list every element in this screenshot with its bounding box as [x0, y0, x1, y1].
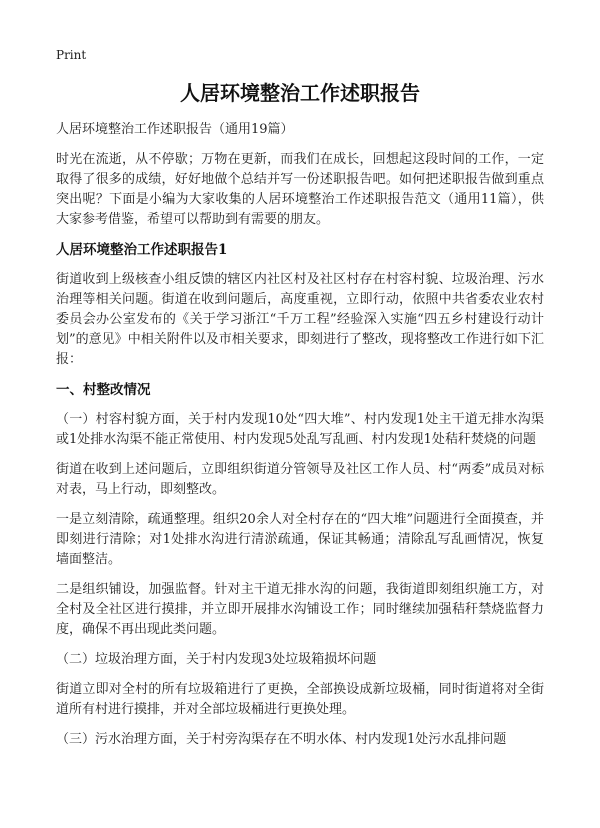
measure-supervision: 二是组织铺设，加强监督。针对主干道无排水沟的问题，我街道即刻组织施工方，对全村及全社区进行摸排，并立即开展排水沟铺设工作；同时继续加强秸秆禁烧监督力度，确保不再出现此类问题。 [56, 582, 544, 637]
document-title: 人居环境整治工作述职报告 [180, 81, 420, 105]
measure-clearing: 一是立刻清除，疏通整理。组织20余人对全村存在的“四大堆”问题进行全面摸查，并即刻进行清除；对1处排水沟进行清淤疏通，保证其畅通；清除乱写乱画情况，恢复墙面整洁。 [56, 512, 544, 567]
item-garbage: （二）垃圾治理方面，关于村内发现3处垃圾箱损坏问题 [56, 652, 377, 667]
document-body [56, 120, 544, 760]
item-garbage-response: 街道立即对全村的所有垃圾箱进行了更换，全部换设成新垃圾桶，同时街道将对全街道所有村进行摸排，并对全部垃圾桶进行更换处理。 [56, 682, 544, 717]
item-sewage: （三）污水治理方面，关于村旁沟渠存在不明水体、村内发现1处污水乱排问题 [56, 732, 507, 747]
section-heading-report-1: 人居环境整治工作述职报告1 [56, 242, 228, 258]
document-subtitle: 人居环境整治工作述职报告（通用19篇） [56, 122, 294, 137]
item-village-appearance: （一）村容村貌方面，关于村内发现10处“四大堆”、村内发现1处主干道无排水沟渠或1处排水沟渠不能正常使用、村内发现5处乱写乱画、村内发现1处秸秆焚烧的问题 [56, 412, 544, 447]
section1-paragraph: 街道收到上级核查小组反馈的辖区内社区村及社区村存在村容村貌、垃圾治理、污水治理等相关问题。街道在收到问题后，高度重视，立即行动，依照中共省委农业农村委员会办公室发布的《关于学习浙江“千万工程”经验深入实施“四五乡村建设行动计划”的意见》中相关附件以及市相关要求，即刻进行了整改，现将整改工作进行如下汇报： [56, 272, 544, 367]
item-village-appearance-response: 街道在收到上述问题后，立即组织街道分管领导及社区工作人员、村“两委”成员对标对表，马上行动，即刻整改。 [56, 462, 544, 497]
print-link[interactable]: Print [56, 48, 87, 62]
intro-paragraph: 时光在流逝，从不停歇；万物在更新，而我们在成长，回想起这段时间的工作，一定取得了很多的成绩，好好地做个总结并写一份述职报告吧。如何把述职报告做到重点突出呢？下面是小编为大家收集的人居环境整治工作述职报告范文（通用11篇），供大家参考借鉴，希望可以帮助到有需要的朋友。 [56, 152, 544, 227]
heading-rectification: 一、村整改情况 [56, 382, 151, 398]
